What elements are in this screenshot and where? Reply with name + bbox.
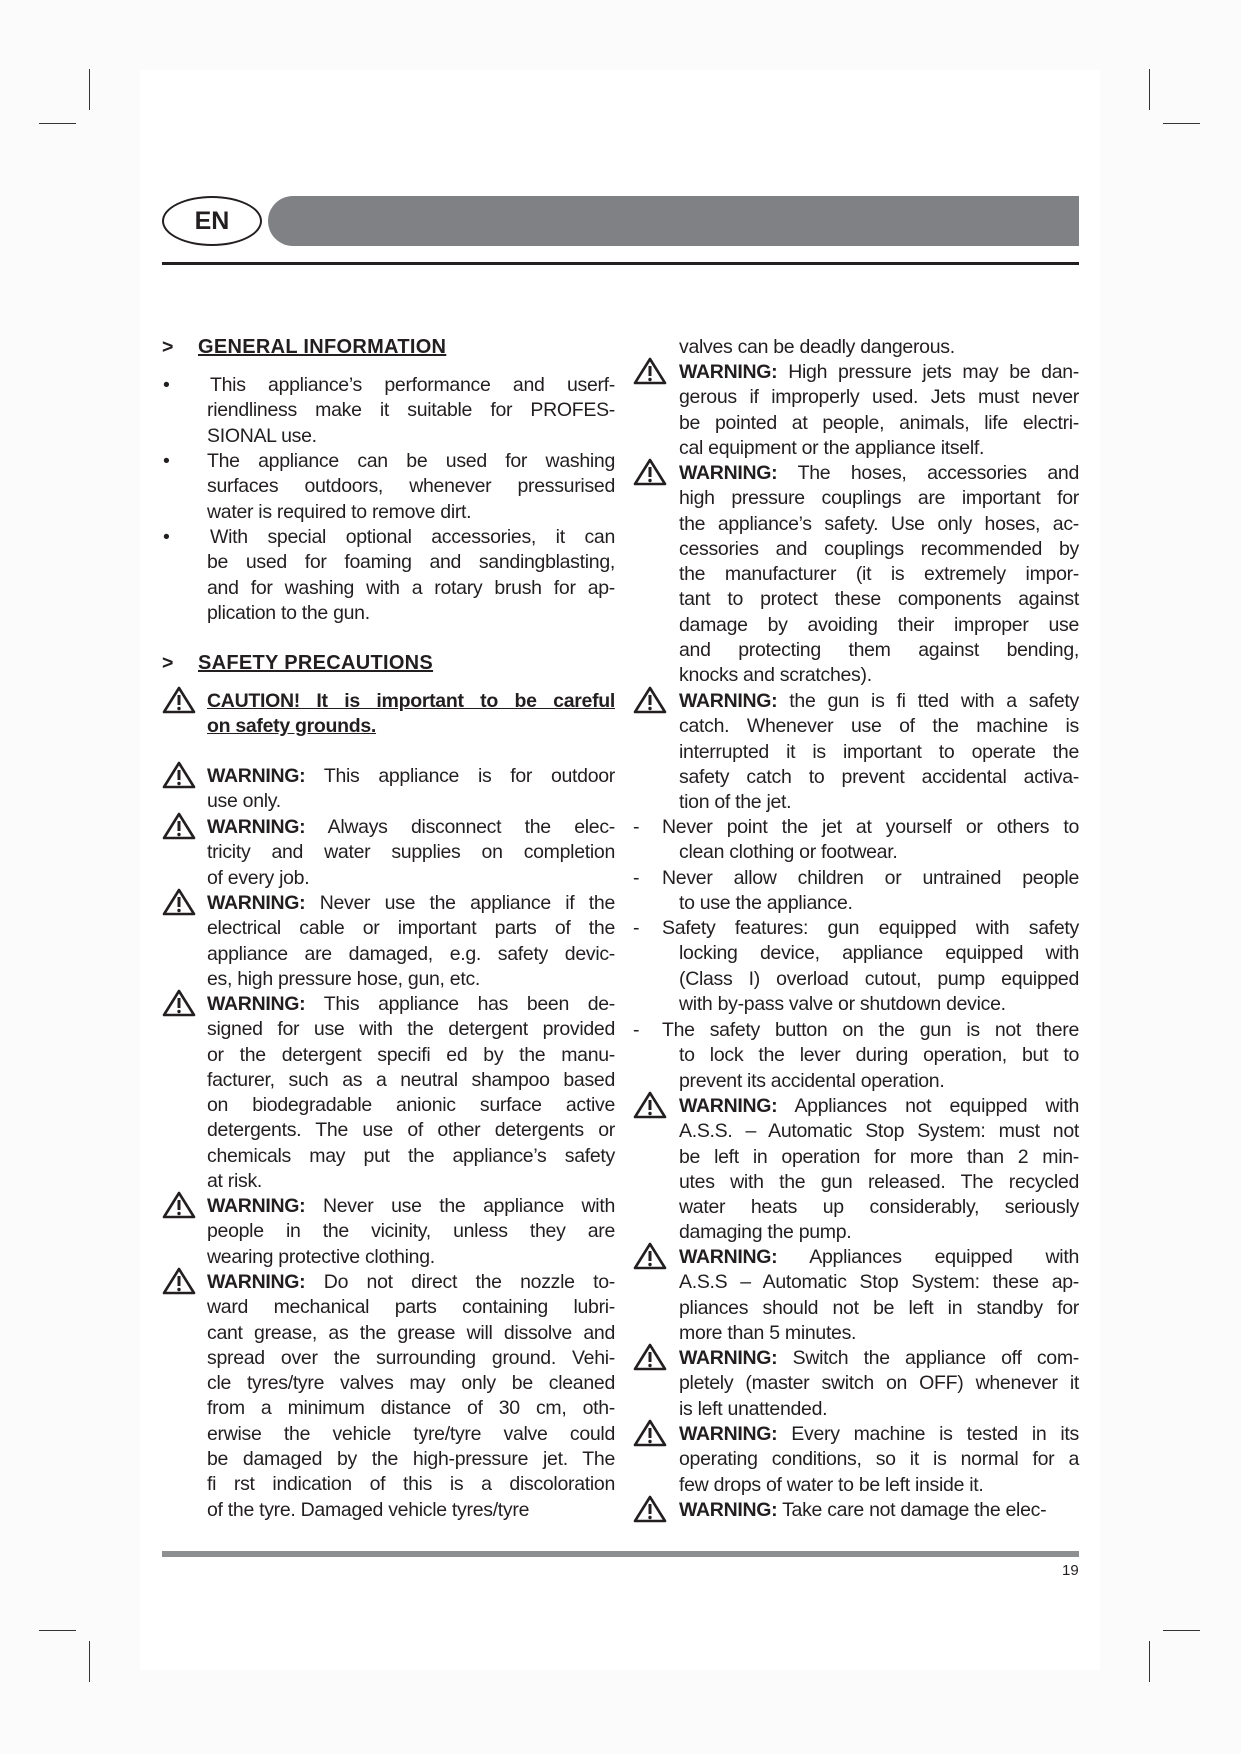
warning-label: WARNING: — [679, 1347, 778, 1369]
dash-block — [662, 916, 1079, 1017]
warning-block — [207, 992, 615, 1194]
text-line: Never point the jet at yourself or others to — [662, 816, 1079, 838]
warning-label: WARNING: — [679, 361, 778, 383]
warning-block — [207, 815, 615, 891]
text-line: CAUTION! It is important to be careful — [207, 690, 615, 712]
text-line: locking device, appliance equipped with — [679, 942, 1079, 965]
warning-text: High pressure jets may be dan- — [788, 361, 1079, 383]
warning-triangle-icon — [162, 812, 196, 840]
text-line — [207, 1194, 615, 1219]
warning-label: WARNING: — [207, 892, 306, 914]
text-line: damaging the pump. — [679, 1221, 852, 1244]
text-line: cant grease, as the grease will dissolve and — [207, 1321, 615, 1344]
warning-triangle-icon — [633, 1091, 667, 1119]
text-line — [679, 689, 1079, 714]
text-line: clean clothing or footwear. — [679, 841, 898, 864]
text-line: high pressure couplings are important for — [679, 487, 1079, 510]
text-line — [679, 1498, 1079, 1523]
heading-block — [198, 651, 606, 676]
text-line: be pointed at people, animals, life electri- — [679, 411, 1079, 434]
crop-mark — [89, 69, 90, 110]
text-line: on biodegradable anionic surface active — [207, 1094, 615, 1117]
text-line — [679, 360, 1079, 385]
warning-triangle-icon — [162, 1267, 196, 1295]
warning-text: Never use the appliance if the — [319, 892, 615, 914]
text-line: the appliance’s safety. Use only hoses, ac- — [679, 512, 1079, 535]
warning-text: Do not direct the nozzle to- — [323, 1271, 615, 1293]
crop-mark — [1149, 1641, 1150, 1682]
text-line: spread over the surrounding ground. Vehi- — [207, 1346, 615, 1369]
header-bar — [268, 196, 1079, 246]
warning-triangle-icon — [633, 1242, 667, 1270]
bullet-block — [207, 525, 615, 626]
warning-block — [679, 360, 1079, 461]
warning-text: Appliances not equipped with — [794, 1095, 1079, 1117]
warning-triangle-icon — [162, 686, 196, 714]
text-line: gerous if improperly used. Jets must never — [679, 386, 1079, 409]
text-line — [679, 1245, 1079, 1270]
warning-block — [207, 1194, 615, 1270]
bullet-block — [207, 449, 615, 525]
text-line: operating conditions, so it is normal for a — [679, 1448, 1079, 1471]
warning-text: This appliance has been de- — [323, 993, 616, 1015]
warning-triangle-icon — [162, 888, 196, 916]
heading-block — [198, 335, 606, 360]
heading-marker: > — [162, 652, 174, 674]
warning-block — [207, 764, 615, 815]
text-line: surfaces outdoors, whenever pressurised — [207, 475, 615, 498]
header-rule — [162, 262, 1079, 265]
text-line: prevent its accidental operation. — [679, 1069, 945, 1092]
heading-marker: > — [162, 336, 174, 358]
text-line: or the detergent specifi ed by the manu- — [207, 1043, 615, 1066]
crop-mark — [1163, 123, 1200, 124]
warning-triangle-icon — [633, 458, 667, 486]
text-line: be left in operation for more than 2 min- — [679, 1145, 1079, 1168]
text-line — [207, 815, 615, 840]
warning-text: The hoses, accessories and — [797, 462, 1080, 484]
warning-text: Appliances equipped with — [809, 1246, 1079, 1268]
warning-text: Switch the appliance off com- — [792, 1347, 1079, 1369]
text-line: Never allow children or untrained people — [662, 867, 1079, 889]
text-line — [679, 1346, 1079, 1371]
section-heading: SAFETY PRECAUTIONS — [198, 652, 434, 674]
text-line: SIONAL use. — [207, 424, 317, 447]
text-line: interrupted it is important to operate the — [679, 740, 1079, 763]
text-line: A.S.S. – Automatic Stop System: must not — [679, 1120, 1079, 1143]
dash-marker: - — [633, 816, 640, 838]
text-line: from a minimum distance of 30 cm, oth- — [207, 1397, 615, 1420]
text-line: to lock the lever during operation, but to — [679, 1044, 1079, 1067]
text-line: appliance are damaged, e.g. safety devic- — [207, 942, 615, 965]
text-line: detergents. The use of other detergents or — [207, 1119, 615, 1142]
text-line: es, high pressure hose, gun, etc. — [207, 967, 481, 990]
text-line: of every job. — [207, 866, 310, 889]
warning-block — [679, 1498, 1079, 1523]
warning-block — [207, 891, 615, 992]
crop-mark — [89, 1641, 90, 1682]
warning-triangle-icon — [633, 1419, 667, 1447]
dash-marker: - — [633, 917, 640, 939]
warning-text: Every machine is tested in its — [791, 1423, 1079, 1445]
text-line: on safety grounds. — [207, 715, 377, 738]
warning-label: WARNING: — [679, 690, 778, 712]
warning-label: WARNING: — [207, 1271, 306, 1293]
warning-block — [679, 1422, 1079, 1498]
warning-label: WARNING: — [679, 1499, 778, 1521]
text-line: is left unattended. — [679, 1397, 828, 1420]
text-line: pletely (master switch on OFF) whenever it — [679, 1372, 1079, 1395]
text-line: plication to the gun. — [207, 601, 370, 624]
text-line: tricity and water supplies on completion — [207, 841, 615, 864]
warning-text: Take care not damage the elec- — [782, 1499, 1047, 1521]
text-line — [207, 1270, 615, 1295]
warning-label: WARNING: — [679, 1095, 778, 1117]
bullet-marker: • — [163, 526, 170, 548]
dash-block — [662, 1018, 1079, 1094]
text-line — [679, 1422, 1079, 1447]
bullet-block — [207, 373, 615, 449]
text-line: safety catch to prevent accidental activa- — [679, 765, 1079, 788]
text-line: riendliness make it suitable for PROFES- — [207, 399, 615, 422]
dash-block — [662, 866, 1079, 917]
warning-label: WARNING: — [207, 993, 306, 1015]
text-line: use only. — [207, 790, 281, 813]
text-line: valves can be deadly dangerous. — [679, 336, 955, 358]
text-line: more than 5 minutes. — [679, 1321, 857, 1344]
warning-text: Always disconnect the elec- — [327, 816, 615, 838]
warning-label: WARNING: — [207, 765, 306, 787]
text-line: electrical cable or important parts of the — [207, 917, 615, 940]
text-line: signed for use with the detergent provided — [207, 1018, 615, 1041]
text-line: The appliance can be used for washing — [207, 450, 615, 472]
text-line: of the tyre. Damaged vehicle tyres/tyre — [207, 1498, 530, 1521]
warning-text: This appliance is for outdoor — [323, 765, 616, 787]
text-line: erwise the vehicle tyre/tyre valve could — [207, 1422, 615, 1445]
warning-triangle-icon — [162, 761, 196, 789]
dash-block — [662, 815, 1079, 866]
text-line: A.S.S – Automatic Stop System: these ap- — [679, 1271, 1079, 1294]
text-line: water is required to remove dirt. — [207, 500, 472, 523]
text-line: This appliance’s performance and userf- — [210, 374, 615, 396]
warning-block — [679, 1094, 1079, 1246]
text-line: be damaged by the high-pressure jet. The — [207, 1448, 615, 1471]
text-line: Safety features: gun equipped with safety — [662, 917, 1079, 939]
text-line: chemicals may put the appliance’s safety — [207, 1144, 615, 1167]
text-line: facturer, such as a neutral shampoo based — [207, 1068, 615, 1091]
text-line: catch. Whenever use of the machine is — [679, 715, 1079, 738]
text-line: With special optional accessories, it can — [210, 526, 615, 548]
warning-label: WARNING: — [207, 1195, 306, 1217]
text-line: to use the appliance. — [679, 892, 853, 915]
text-line: tant to protect these components against — [679, 588, 1079, 611]
text-line: cal equipment or the appliance itself. — [679, 436, 985, 459]
warning-block — [679, 461, 1079, 689]
text-line: tion of the jet. — [679, 791, 792, 814]
warning-label: WARNING: — [679, 462, 778, 484]
text-line: fi rst indication of this is a discoloration — [207, 1473, 615, 1496]
text-line: damage by avoiding their improper use — [679, 613, 1079, 636]
text-line: cessories and couplings recommended by — [679, 537, 1079, 560]
warning-triangle-icon — [162, 1191, 196, 1219]
warning-label: WARNING: — [207, 816, 306, 838]
warning-triangle-icon — [633, 1495, 667, 1523]
language-badge: EN — [162, 196, 262, 246]
warning-triangle-icon — [633, 357, 667, 385]
bullet-marker: • — [163, 374, 170, 396]
caution-block — [207, 689, 615, 740]
warning-label: WARNING: — [679, 1246, 778, 1268]
text-line — [207, 891, 615, 916]
text-line — [207, 992, 615, 1017]
warning-block — [207, 1270, 615, 1523]
text-line — [679, 461, 1079, 486]
text-line: few drops of water to be left inside it. — [679, 1473, 984, 1496]
text-line: people in the vicinity, unless they are — [207, 1220, 615, 1243]
text-line: at risk. — [207, 1170, 263, 1193]
text-line: wearing protective clothing. — [207, 1245, 435, 1268]
dash-marker: - — [633, 1019, 640, 1041]
text-line: utes with the gun released. The recycled — [679, 1170, 1079, 1193]
text-line: and protecting them against bending, — [679, 639, 1079, 662]
text-line: water heats up considerably, seriously — [679, 1196, 1079, 1219]
crop-mark — [39, 123, 76, 124]
section-heading: GENERAL INFORMATION — [198, 336, 447, 358]
dash-marker: - — [633, 867, 640, 889]
text-line — [679, 1094, 1079, 1119]
text-line: knocks and scratches). — [679, 664, 872, 687]
text-line: the manufacturer (it is extremely impor- — [679, 563, 1079, 586]
text-line: (Class I) overload cutout, pump equipped — [679, 967, 1079, 990]
warning-block — [679, 1346, 1079, 1422]
footer-bar — [162, 1551, 1079, 1557]
warning-text: the gun is fi tted with a safety — [789, 690, 1079, 712]
warning-block — [679, 1245, 1079, 1346]
text-line: pliances should not be left in standby for — [679, 1296, 1079, 1319]
warning-block — [679, 689, 1079, 815]
text-line: cle tyres/tyre valves may only be cleaned — [207, 1372, 615, 1395]
text-block — [679, 335, 1079, 360]
page-number: 19 — [1062, 1562, 1079, 1579]
text-line — [207, 764, 615, 789]
text-line: ward mechanical parts containing lubri- — [207, 1296, 615, 1319]
warning-triangle-icon — [633, 1343, 667, 1371]
crop-mark — [1163, 1630, 1200, 1631]
warning-triangle-icon — [633, 686, 667, 714]
text-line: and for washing with a rotary brush for ap- — [207, 576, 615, 599]
warning-text: Never use the appliance with — [322, 1195, 615, 1217]
text-line: with by-pass valve or shutdown device. — [679, 992, 1006, 1015]
bullet-marker: • — [163, 450, 170, 472]
crop-mark — [1149, 69, 1150, 110]
warning-triangle-icon — [162, 989, 196, 1017]
warning-label: WARNING: — [679, 1423, 778, 1445]
text-line: be used for foaming and sandingblasting, — [207, 551, 615, 574]
text-line: The safety button on the gun is not there — [662, 1019, 1079, 1041]
crop-mark — [39, 1630, 76, 1631]
